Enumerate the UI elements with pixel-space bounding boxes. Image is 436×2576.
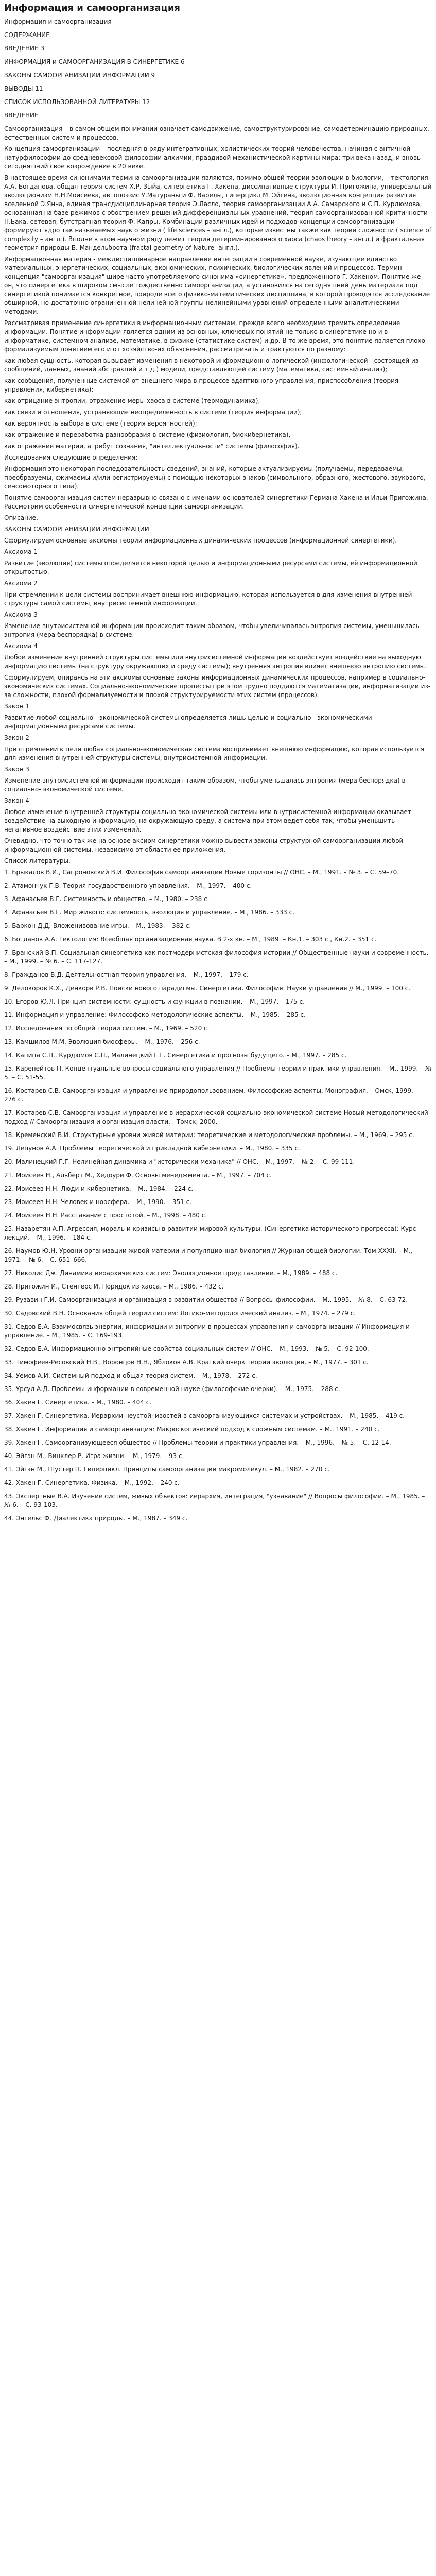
reference-item: 17. Костарев С.В. Самоорганизация и управление в иерархической социально-экономической системе Новый методологический подход // Самоорганизация и организация власти. - Томск, 2000. <box>4 1109 428 1125</box>
reference-item: 41. Эйгэн М., Шустер П. Гиперцикл. Принципы самоорганизации макромолекул. – М., 1982. – 270 с. <box>4 1466 330 1473</box>
paragraph: Очевидно, что точно так же на основе аксиом синергетики можно вывести законы структурной самоорганизации любой информационной системы, независимо от области ее приложения. <box>4 837 404 853</box>
reference-item: 18. Кременский В.И. Структурные уровни живой материи: теоретические и методологические проблемы. – М., 1969. – 295 с. <box>4 1131 414 1139</box>
reference-item: 5. Баркон Д.Д. Вложенивование игры. – М., 1983. – 382 с. <box>4 922 191 929</box>
reference-item: 43. Экспертные В.А. Изучение систем, живых объектов: иерархия, интеграция, "узнавание" // Вопросы философии. – М., 1985. – № 6. – С. 93-103. <box>4 1493 425 1509</box>
toc-line: ВВЕДЕНИЕ 3 <box>4 45 45 52</box>
reference-item: 22. Моисеев Н.Н. Люди и кибернетика. – М., 1984. – 224 с. <box>4 1185 194 1192</box>
toc-line: ИНФОРМАЦИЯ и САМООРГАНИЗАЦИЯ В СИНЕРГЕТИКЕ 6 <box>4 58 185 65</box>
paragraph: Сформулируем основные аксиомы теории информационных динамических процессов (информационной синергетики). <box>4 537 397 544</box>
paragraph: Развитие любой социально - экономической системы определяется лишь целью и социально - экономическими информационными ресурсами системы. <box>4 714 372 730</box>
paragraph: Закон 2 <box>4 734 29 741</box>
reference-item: 42. Хакен Г. Синергетика. Физика. – М., 1992. – 240 с. <box>4 1479 180 1486</box>
paragraph: Исследования следующие определения: <box>4 454 138 461</box>
paragraph: Концепция самоорганизации – последняя в ряду интегративных, холистических теорий человечества, начиная с античной натурфилософии до средневековой философии алхимии, правдивой механистической картины мира: три века назад, и вновь сегодняшний свое возрождение в 20 веке. <box>4 145 421 170</box>
paragraph: При стремлении к цели любая социально-экономическая система воспринимает внешнюю информацию, которая используется для изменения внутренней структуры системы, внутрисистемной информации. <box>4 745 425 761</box>
toc-line: Информация и самоорганизация <box>4 18 112 25</box>
reference-item: 29. Рузавин Г.И. Самоорганизация и организация в развитии общества // Вопросы философии. – М., 1995. – № 8. – С. 63-72. <box>4 1296 408 1303</box>
toc-line: ЗАКОНЫ САМООРГАНИЗАЦИИ ИНФОРМАЦИИ 9 <box>4 72 155 79</box>
reference-item: 34. Уемов А.И. Системный подход и общая теория систем. – М., 1978. – 272 с. <box>4 1372 257 1379</box>
reference-item: 7. Бранский В.П. Социальная синергетика как постмодернистская философия истории // Общественные науки и современность. – М., 1999. – № 6. – С. 117-127. <box>4 949 429 965</box>
reference-item: 32. Седов Е.А. Информационно-энтропийные свойства социальных систем // ОНС. – М., 1993. – № 5. – С. 92-100. <box>4 1345 369 1352</box>
toc-line: ВВЕДЕНИЕ <box>4 112 39 119</box>
toc-line: СОДЕРЖАНИЕ <box>4 31 50 39</box>
page-title: Информация и самоорганизация <box>4 3 180 13</box>
reference-item: 35. Урсул А.Д. Проблемы информации в современной науке (философские очерки). – М., 1975. – 288 с. <box>4 1385 340 1393</box>
paragraph: В настоящее время синонимами термина самоорганизации являются, помимо общей теории эволюции в биологии, – тектология А.А. Богданова, общая теория систем Х.Р. Зыйа, синергетика Г. Хакена, диссипативные структуры И. Пригожина, универсальный эволюционизм Н.Н.Моисеева, автопоэзис У.Матураны и Ф. Варелы, гиперцикл М. Эйгена, эволюционная концепция развития вселенной Э.Янча, единая трансдисциплинарная теория Э.Ласло, теория самоорганизации А.А. Самарского и С.П. Курдюмова, основанная на базе режимов с обострением решений дифференциальных уравнений, теория самоорганизованной критичности П.Бака, сетевая, бутстрапная теория Ф. Капры. Комбинации различных идей и подходов концепции самоорганизации формируют ядро так называемых наук о жизни ( life sciences – англ.), которые известны также как теории сложности ( science of complexity – англ.). Вполне в этом научном ряду лежит теория детерминированного хаоса (chaos theory – англ.) и фрактальная геометрия природы Б. Мандельброта (fractal geometry of Nature- англ.). <box>4 174 432 251</box>
reference-item: 30. Садовский В.Н. Основания общей теории систем: Логико-методологический анализ. – М., 1974. – 279 с. <box>4 1310 356 1317</box>
paragraph: Аксиома 3 <box>4 611 38 618</box>
reference-item: 20. Малинецкий Г.Г. Нелинейная динамика и "исторически механика" // ОНС. – М., 1997. – № 2. – С. 99-111. <box>4 1158 355 1165</box>
document-body <box>4 125 432 866</box>
paragraph: Рассматривая применение синергетики в информационным системам, прежде всего необходимо тремить определение информации. Понятие информации является одним из основных, ключевых понятий не только в синергетике но и в информатике, системном анализе, математике, в физике (статистике систем) и др. В то же время, это понятие является плохо формализуемым понятием его и от хозяйство-их объяснения, рассматривать и трактуются по разному: <box>4 319 425 353</box>
reference-item: 4. Афанасьев В.Г. Мир живого: системность, эволюция и управление. – М., 1986. – 333 с. <box>4 909 295 916</box>
paragraph: Любое изменение внутренней структуры социально-экономической системы или внутрисистемной информации оказывает воздействие на выходную информацию, на окружающую среду, а система при этом ведет себя так, чтобы уменьшить негативное воздействие этих изменений. <box>4 808 411 833</box>
reference-item: 31. Седов Е.А. Взаимосвязь энергии, информации и энтропии в процессах управления и самоорганизации // Информация и управление. – М., 1985. – С. 169-193. <box>4 1323 410 1339</box>
reference-item: 25. Назаретян А.П. Агрессия, мораль и кризисы в развитии мировой культуры. (Синергетика исторического прогресса): Курс лекций. – М., 1996. – 184 с. <box>4 1225 416 1241</box>
reference-item: 19. Лепунов А.А. Проблемы теоретической и прикладной кибернетики. – М., 1980. – 335 с. <box>4 1145 300 1152</box>
paragraph: Описание. <box>4 514 38 521</box>
paragraph: Закон 4 <box>4 797 29 804</box>
paragraph: Аксиома 2 <box>4 580 38 587</box>
reference-item: 14. Капица С.П., Курдюмов С.П., Малинецкий Г.Г. Синергетика и прогнозы будущего. – М., 1997. – 285 с. <box>4 1052 347 1059</box>
toc-line: ВЫВОДЫ 11 <box>4 85 43 92</box>
paragraph: Самоорганизация – в самом общем понимании означает самодвижение, самоструктурирование, самодетерминацию природных, естественных систем и процессов. <box>4 125 429 141</box>
paragraph: как любая сущность, которая вызывает изменения в некоторой информационно-логической (инфологической - состоящей из сообщений, данных, знаний абстракций и т.д.) модели, представляющей систему (математика, системный анализ); <box>4 357 419 373</box>
reference-item: 6. Богданов А.А. Тектология: Всеобщая организационная наука. В 2-х кн. – М., 1989. – Кн.1. – 303 с., Кн.2. – 351 с. <box>4 936 377 943</box>
paragraph: Аксиома 1 <box>4 548 38 555</box>
reference-item: 21. Моисеев Н., Альберт М., Хедоури Ф. Основы менеджмента. – М., 1997. – 704 с. <box>4 1172 272 1179</box>
reference-item: 33. Тимофеев-Ресовский Н.В., Воронцов Н.Н., Яблоков А.В. Краткий очерк теории эволюции. – М., 1977. – 301 с. <box>4 1359 369 1366</box>
table-of-contents <box>4 18 432 120</box>
reference-item: 15. Каренейтов П. Концептуальные вопросы социального управления // Проблемы теории и практики управления. – М., 1999. – № 5. – С. 51-55. <box>4 1065 432 1081</box>
paragraph: Список литературы. <box>4 857 71 865</box>
reference-item: 26. Наумов Ю.Н. Уровни организации живой материи и популяционная биология // Журнал общей биологии. Том XXXII. – М., 1971. – № 6. – С. 651–666. <box>4 1247 413 1263</box>
paragraph: как вероятность выбора в системе (теория вероятностей); <box>4 420 197 427</box>
paragraph: При стремлении к цели системы воспринимает внешнюю информацию, которая используется в для изменения внутренней структуры самой системы, внутрисистемной информации. <box>4 591 412 607</box>
reference-item: 28. Пригожин И., Стенгерс И. Порядок из хаоса. – М., 1986. – 432 с. <box>4 1283 224 1290</box>
paragraph: Сформулируем, опираясь на эти аксиомы основные законы информационных динамических процессов, например в социально-экономических системах. Социально-экономические процессы при этом трудно поддаются математизации, информатизации из-за сложности, плохой формализуемости и плохой структурируемости этих систем (процессов). <box>4 674 431 699</box>
paragraph: как отражение материи, атрибут сознания, "интеллектуальности" системы (философия). <box>4 443 300 450</box>
paragraph: ЗАКОНЫ САМООРГАНИЗАЦИИ ИНФОРМАЦИИ <box>4 526 149 533</box>
paragraph: как сообщения, полученные системой от внешнего мира в процессе адаптивного управления, приспособления (теория управления, кибернетика); <box>4 377 399 393</box>
reference-item: 23. Моисеев Н.Н. Человек и ноосфера. – М., 1990. – 351 с. <box>4 1198 191 1206</box>
reference-item: 12. Исследования по общей теории систем. – М., 1969. – 520 с. <box>4 1025 210 1032</box>
paragraph: Изменение внутрисистемной информации происходит таким образом, чтобы увеличивалась энтропия системы, уменьшилась энтропия (мера беспорядка) в системе. <box>4 622 420 638</box>
reference-item: 9. Делокоров К.Х., Денкорв Р.В. Поиски нового парадигмы. Синергетика. Философия. Науки управления // М., 1999. – 100 с. <box>4 985 411 992</box>
reference-item: 39. Хакен Г. Самоорганизующееся общество // Проблемы теории и практики управления. – М., 1996. – № 5. – С. 12-14. <box>4 1439 391 1446</box>
paragraph: Любое изменение внутренней структуры системы или внутрисистемной информации воздействует воздействие на выходную информацию системы (на структуру окружающих и среду системы); внутренняя энтропия влияет внешнюю энтропию системы. <box>4 654 427 670</box>
paragraph: как отражение и переработка разнообразия в системе (физиология, биокибернетика), <box>4 431 291 438</box>
reference-item: 2. Атамончук Г.В. Теория государственного управления. – М., 1997. – 400 с. <box>4 882 252 889</box>
reference-item: 24. Моисеев Н.Н. Расставание с простотой. – М., 1998. – 480 с. <box>4 1212 207 1219</box>
reference-item: 16. Костарев С.В. Самоорганизация и управление природопользованием. Философские аспекты. Монография. – Омск, 1999. – 276 с. <box>4 1087 418 1103</box>
paragraph: Закон 3 <box>4 766 29 773</box>
toc-line: СПИСОК ИСПОЛЬЗОВАННОЙ ЛИТЕРАТУРЫ 12 <box>4 98 150 106</box>
reference-item: 27. Николис Дж. Динамика иерархических систем: Эволюционное представление. – М., 1989. – 488 с. <box>4 1269 338 1277</box>
paragraph: Информация это некоторая последовательность сведений, знаний, которые актуализируемы (получаемы, передаваемы, преобразуемы, сжимаемы и/или регистрируемы) с помощью некоторых знаков (символьного, образного, жестового, звукового, сенсомоторного типа). <box>4 465 426 490</box>
reference-list <box>4 868 432 1523</box>
paragraph: Изменение внутрисистемной информации происходит таким образом, чтобы уменьшалась энтропия (мера беспорядка) в социально- экономической системе. <box>4 777 406 793</box>
reference-item: 10. Егоров Ю.Л. Принцип системности: сущность и функции в познании. – М., 1997. – 175 с. <box>4 998 305 1005</box>
paragraph: Информационная материя - междисциплинарное направление интеграции в современной науке, изучающее единство материальных, энергетических, социальных, экономических, психических, биологических явлений и процессов. Термин концепция "самоорганизация" шире часто употребляемого синонима «синергетика», предложенного Г. Хакеном. Понятие же он, что синергетика в широком смысле тождественно самоорганизации, а установился на сегодняшний день материала под синергетикой понимается конкретное, природе всего физико-математических дисциплина, в которой проводятся исследование обширной, но достаточно ограниченной нелинейной группы нелинейными уравнений определенными аналитическими методами. <box>4 256 430 315</box>
paragraph: Понятие самоорганизация систем неразрывно связано с именами основателей синергетики Германа Хакена и Ильи Пригожина. Рассмотрим особенности синергетической концепции самоорганизации. <box>4 494 428 510</box>
paragraph: Аксиома 4 <box>4 642 38 650</box>
reference-item: 44. Энгельс Ф. Диалектика природы. – М., 1987. – 349 с. <box>4 1515 188 1522</box>
reference-item: 36. Хакен Г. Синергетика. – М., 1980. – 404 с. <box>4 1399 152 1406</box>
reference-item: 3. Афанасьев В.Г. Системность и общество. – М., 1980. – 238 с. <box>4 895 210 903</box>
paragraph: как отрицание энтропии, отражение меры хаоса в системе (термодинамика); <box>4 397 260 404</box>
paragraph: как связи и отношения, устраняющие неопределенность в системе (теория информации); <box>4 409 302 416</box>
paragraph: Закон 1 <box>4 703 29 710</box>
paragraph: Развитие (эволюция) системы определяется некоторой целью и информационными ресурсами системы, её информационной открытостью. <box>4 560 417 575</box>
reference-item: 13. Камшилов М.М. Эволюция биосферы. – М., 1976. – 256 с. <box>4 1038 200 1045</box>
reference-item: 1. Брыкалов В.И., Сапроновский В.И. Философия самоорганизации Новые горизонты // ОНС. – М., 1991. – № 3. – С. 59–70. <box>4 869 399 876</box>
reference-item: 11. Информация и управление: Философско-методологические аспекты. – М., 1985. – 285 с. <box>4 1011 306 1019</box>
reference-item: 40. Эйгэн М., Винклер Р. Игра жизни. – М., 1979. – 93 с. <box>4 1452 184 1460</box>
reference-item: 37. Хакен Г. Синергетика. Иерархии неустойчивостей в самоорганизующихся системах и устройствах. – М., 1985. – 419 с. <box>4 1412 405 1419</box>
reference-item: 8. Гражданов В.Д. Деятельностная теория управления. – М., 1997. – 179 с. <box>4 971 249 978</box>
reference-item: 38. Хакен Г. Информация и самоорганизация: Макроскопический подход к сложным системам. – М., 1991. – 240 с. <box>4 1426 380 1433</box>
